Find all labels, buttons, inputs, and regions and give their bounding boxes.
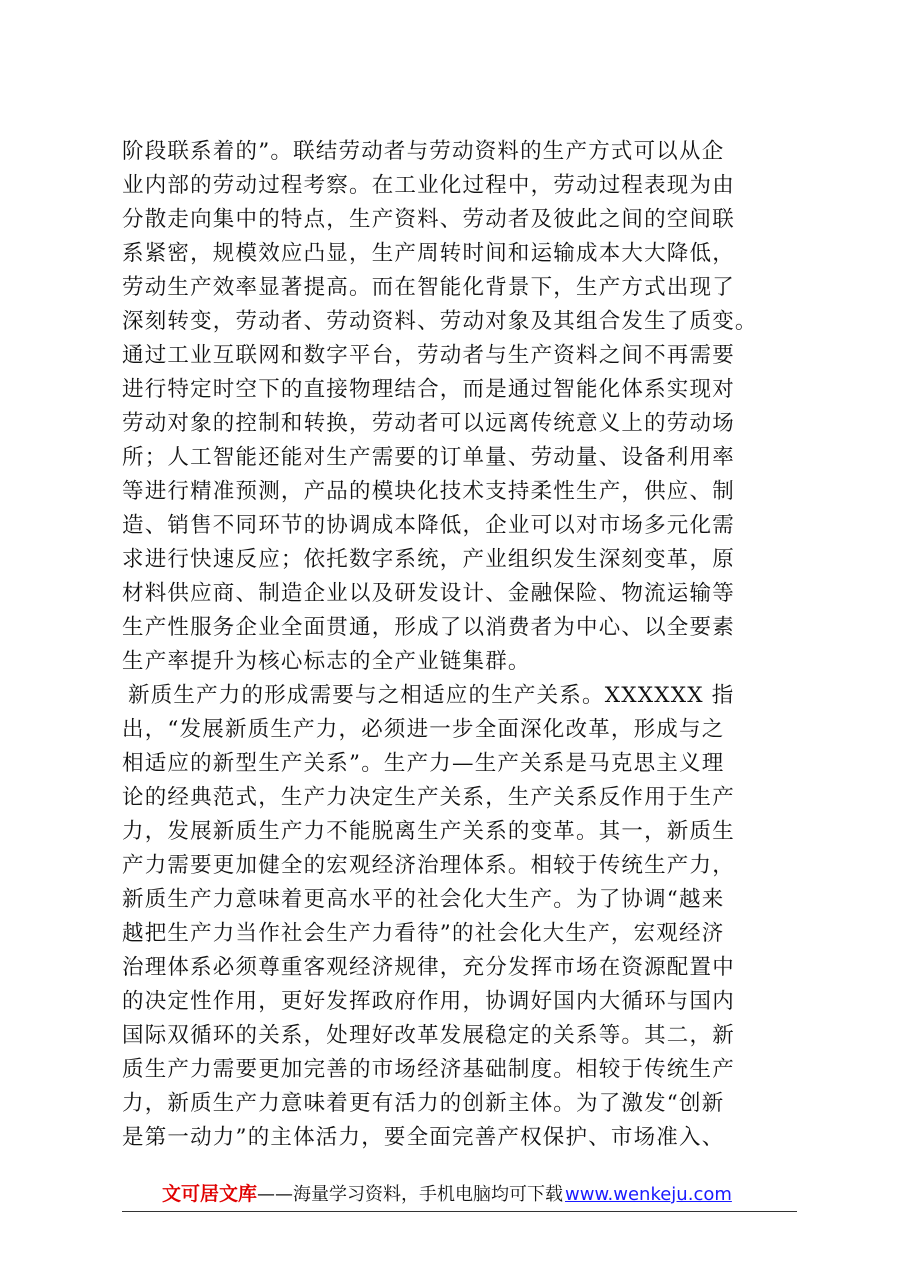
- text-line: 产力需要更加健全的宏观经济治理体系。相较于传统生产力，: [122, 853, 735, 878]
- text-line: 进行特定时空下的直接物理结合，而是通过智能化体系实现对: [122, 377, 735, 402]
- text-line: 越把生产力当作社会生产力看待”的社会化大生产，宏观经济: [122, 921, 725, 946]
- text-line: 劳动对象的控制和转换，劳动者可以远离传统意义上的劳动场: [122, 411, 735, 436]
- text-line: 相适应的新型生产关系”。生产力—生产关系是马克思主义理: [122, 751, 725, 776]
- text-line: 的决定性作用，更好发挥政府作用，协调好国内大循环与国内: [122, 989, 735, 1014]
- footer-tagline: ——海量学习资料，手机电脑均可下载: [257, 1184, 564, 1205]
- text-line: 阶段联系着的”。联结劳动者与劳动资料的生产方式可以从企: [122, 139, 725, 164]
- footer-url-link[interactable]: www.wenkeju.com: [565, 1184, 732, 1205]
- text-line: 等进行精准预测，产品的模块化技术支持柔性生产，供应、制: [122, 479, 735, 504]
- footer-divider: [122, 1211, 797, 1212]
- text-line: 力，发展新质生产力不能脱离生产关系的变革。其一，新质生: [122, 819, 735, 844]
- footer-text: [162, 1182, 732, 1207]
- text-line: 力，新质生产力意味着更有活力的创新主体。为了激发“创新: [122, 1091, 725, 1116]
- page-footer: [122, 1178, 797, 1214]
- text-line: 系紧密，规模效应凸显，生产周转时间和运输成本大大降低，: [122, 241, 735, 266]
- text-line: 生产率提升为核心标志的全产业链集群。: [122, 649, 531, 674]
- body-text: [122, 135, 802, 1155]
- text-line: 治理体系必须尊重客观经济规律，充分发挥市场在资源配置中: [122, 955, 735, 980]
- text-line: 是第一动力”的主体活力，要全面完善产权保护、市场准入、: [122, 1125, 725, 1150]
- text-line: 生产性服务企业全面贯通，形成了以消费者为中心、以全要素: [122, 615, 735, 640]
- text-line: 材料供应商、制造企业以及研发设计、金融保险、物流运输等: [122, 581, 735, 606]
- text-line: 所；人工智能还能对生产需要的订单量、劳动量、设备利用率: [122, 445, 735, 470]
- text-line: 论的经典范式，生产力决定生产关系，生产关系反作用于生产: [122, 785, 735, 810]
- text-line: 通过工业互联网和数字平台，劳动者与生产资料之间不再需要: [122, 343, 735, 368]
- text-line: 国际双循环的关系，处理好改革发展稳定的关系等。其二，新: [122, 1023, 735, 1048]
- paragraph-start-line: 新质生产力的形成需要与之相适应的生产关系。XXXXXX 指: [128, 683, 735, 708]
- footer-brand: 文可居文库: [162, 1183, 258, 1205]
- text-line: 出，“发展新质生产力，必须进一步全面深化改革，形成与之: [122, 717, 725, 742]
- text-line: 业内部的劳动过程考察。在工业化过程中，劳动过程表现为由: [122, 173, 735, 198]
- text-line: 求进行快速反应；依托数字系统，产业组织发生深刻变革，原: [122, 547, 735, 572]
- text-line: 质生产力需要更加完善的市场经济基础制度。相较于传统生产: [122, 1057, 735, 1082]
- text-line: 分散走向集中的特点，生产资料、劳动者及彼此之间的空间联: [122, 207, 735, 232]
- text-line: 深刻转变，劳动者、劳动资料、劳动对象及其组合发生了质变。: [122, 309, 758, 334]
- text-line: 新质生产力意味着更高水平的社会化大生产。为了协调“越来: [122, 887, 725, 912]
- text-line: 造、销售不同环节的协调成本降低，企业可以对市场多元化需: [122, 513, 735, 538]
- text-line: 劳动生产效率显著提高。而在智能化背景下，生产方式出现了: [122, 275, 735, 300]
